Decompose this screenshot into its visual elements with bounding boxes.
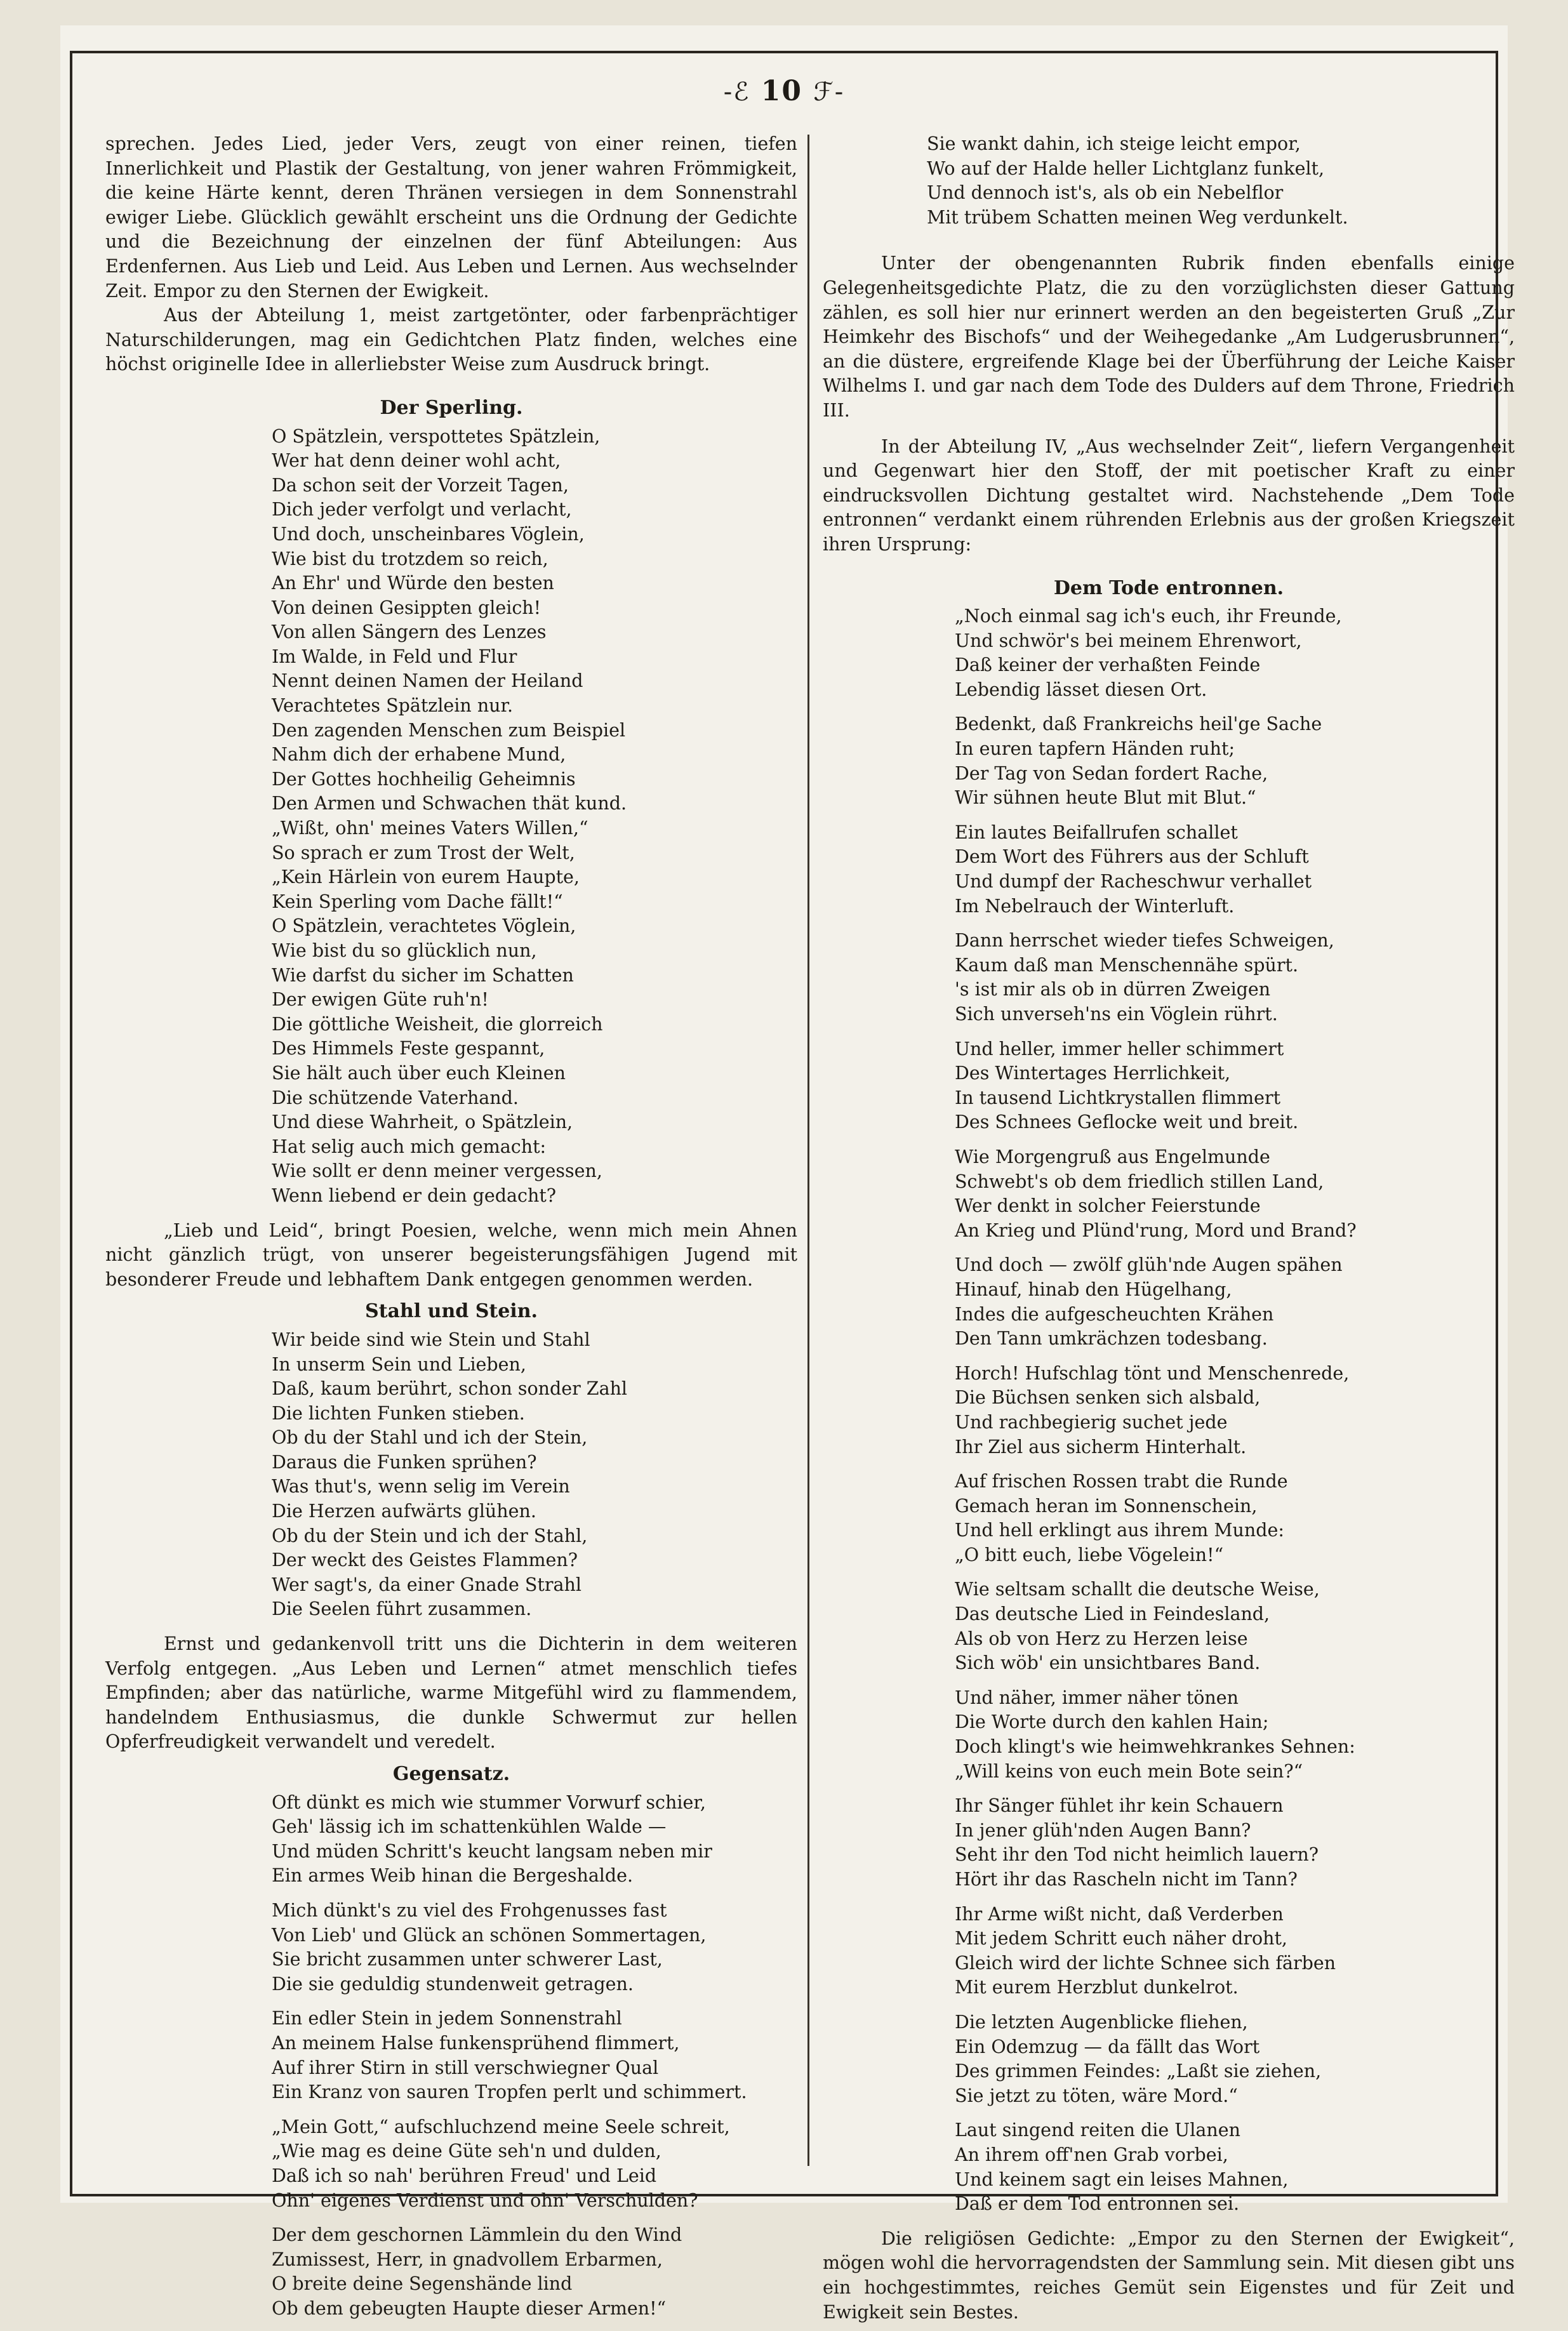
verse-line: Daß, kaum berührt, schon sonder Zahl bbox=[272, 1378, 628, 1400]
stanza bbox=[105, 2223, 797, 2321]
verse-line: Da schon seit der Vorzeit Tagen, bbox=[272, 474, 569, 496]
verse-line: Und schwör's bei meinem Ehrenwort, bbox=[955, 630, 1302, 651]
verse-line: Mit jedem Schritt euch näher droht, bbox=[955, 1928, 1287, 1949]
verse-line: An Krieg und Plünd'rung, Mord und Brand? bbox=[955, 1219, 1357, 1241]
verse-line: Ein armes Weib hinan die Bergeshalde. bbox=[272, 1865, 634, 1887]
paragraph-gelegenheitsgedichte: Unter der obengenannten Rubrik finden ebenfalls einige Gelegenheitsgedichte Platz, die zu den vorzüglichsten dieser Gattung zählen, es soll hier nur erinnert werden an den begeisterten Gruß „Zur Heimkehr des Bischofs“ und der Weihegedanke „Am Ludgerusbrunnen“, an die düstere, ergreifende Klage bei der Überführung der Leiche Kaiser Wilhelms I. und gar nach dem Tode des Dulders auf dem Throne, Friedrich III. bbox=[823, 253, 1515, 421]
verse-line: Dann herrschet wieder tiefes Schweigen, bbox=[955, 930, 1334, 952]
verse-line: Sie jetzt zu töten, wäre Mord.“ bbox=[955, 2085, 1238, 2106]
verse-line: Oft dünkt es mich wie stummer Vorwurf schier, bbox=[272, 1791, 706, 1813]
verse-line: Seht ihr den Tod nicht heimlich lauern? bbox=[955, 1844, 1319, 1866]
verse-line: O Spätzlein, verachtetes Vöglein, bbox=[272, 915, 576, 937]
verse-line: Die schützende Vaterhand. bbox=[272, 1087, 519, 1108]
verse-line: Daraus die Funken sprühen? bbox=[272, 1451, 537, 1473]
verse-line: Von allen Sängern des Lenzes bbox=[272, 621, 547, 643]
stanza bbox=[105, 2007, 797, 2104]
verse-line: Der Gottes hochheilig Geheimnis bbox=[272, 768, 576, 790]
verse-line: Ein edler Stein in jedem Sonnenstrahl bbox=[272, 2008, 622, 2029]
verse-line: Kaum daß man Menschennähe spürt. bbox=[955, 954, 1299, 976]
verse-line: Wer hat denn deiner wohl acht, bbox=[272, 450, 561, 472]
stanza bbox=[823, 712, 1515, 810]
verse-line: Die sie geduldig stundenweit getragen. bbox=[272, 1973, 634, 1995]
verse-line: Nennt deinen Namen der Heiland bbox=[272, 670, 583, 692]
stanza bbox=[823, 1362, 1515, 1459]
verse-line: O breite deine Segenshände lind bbox=[272, 2273, 573, 2295]
stanza bbox=[823, 1686, 1515, 1784]
stanza bbox=[823, 1253, 1515, 1351]
stanza bbox=[823, 1577, 1515, 1675]
verse-line: Und dumpf der Racheschwur verhallet bbox=[955, 871, 1312, 893]
verse-line: Ein Kranz von sauren Tropfen perlt und schimmert. bbox=[272, 2082, 747, 2103]
verse-line: Und dennoch ist's, als ob ein Nebelflor bbox=[927, 182, 1284, 204]
verse-line: Der weckt des Geistes Flammen? bbox=[272, 1550, 578, 1571]
verse-line: Und doch, unscheinbares Vöglein, bbox=[272, 523, 585, 545]
verse-line: Der dem geschornen Lämmlein du den Wind bbox=[272, 2224, 682, 2246]
paragraph-religious-poems: Die religiösen Gedichte: „Empor zu den Sternen der Ewigkeit“, mögen wohl die hervorragendsten der Sammlung sein. Mit diesen gibt uns ein hochgestimmtes, reiches Gemüt sein Eigenstes und für Zeit und Ewigkeit sein Bestes. bbox=[823, 2228, 1515, 2323]
verse-line: Sie hält auch über euch Kleinen bbox=[272, 1062, 566, 1084]
verse-line: In unserm Sein und Lieben, bbox=[272, 1353, 526, 1375]
paragraph-lieb-und-leid: „Lieb und Leid“, bringt Poesien, welche, wenn mich mein Ahnen nicht gänzlich trügt, von unserer begeisterungsfähigen Jugend mit besonderer Freude und lebhaftem Dank entgegen genommen werden. bbox=[105, 1219, 797, 1290]
verse-line: Wir sühnen heute Blut mit Blut.“ bbox=[955, 787, 1256, 809]
verse-line: Von deinen Gesippten gleich! bbox=[272, 597, 541, 618]
verse-line: Ohn' eigenes Verdienst und ohn' Verschulden? bbox=[272, 2189, 698, 2211]
verse-line: „Mein Gott,“ aufschluchzend meine Seele schreit, bbox=[272, 2116, 730, 2137]
poem-sperling bbox=[105, 425, 797, 1209]
paragraph-abteilung-1: Aus der Abteilung 1, meist zartgetönter, oder farbenprächtiger Naturschilderungen, mag ein Gedichtchen Platz finden, welches eine höchst originelle Idee in allerliebster Weise zum Ausdruck bringt. bbox=[105, 305, 797, 375]
verse-line: Indes die aufgescheuchten Krähen bbox=[955, 1303, 1274, 1325]
verse-line: Geh' lässig ich im schattenkühlen Walde — bbox=[272, 1816, 667, 1838]
verse-line: Die lichten Funken stieben. bbox=[272, 1402, 525, 1424]
verse-line: Die Seelen führt zusammen. bbox=[272, 1598, 532, 1620]
verse-line: An ihrem off'nen Grab vorbei, bbox=[955, 2144, 1228, 2165]
verse-line: Verachtetes Spätzlein nur. bbox=[272, 695, 514, 717]
verse-line: Horch! Hufschlag tönt und Menschenrede, bbox=[955, 1362, 1350, 1384]
verse-line: Ob du der Stahl und ich der Stein, bbox=[272, 1427, 588, 1449]
verse-line: In jener glüh'nden Augen Bann? bbox=[955, 1819, 1251, 1841]
verse-line: Im Nebelrauch der Winterluft. bbox=[955, 895, 1235, 917]
verse-line: Und keinem sagt ein leises Mahnen, bbox=[955, 2168, 1289, 2190]
stanza bbox=[823, 1903, 1515, 2000]
poem-title-stahl-und-stein: Stahl und Stein. bbox=[365, 1300, 538, 1323]
verse-line: Mit eurem Herzblut dunkelrot. bbox=[955, 1977, 1239, 1998]
paragraph-abteilung-4: In der Abteilung IV, „Aus wechselnder Zeit“, liefern Vergangenheit und Gegenwart hier den Stoff, der mit poetischer Kraft zu einer eindrucksvollen Dichtung gestaltet wird. Nachstehende „Dem Tode entronnen“ verdankt einem rührenden Erlebnis aus der großen Kriegszeit ihren Ursprung: bbox=[823, 435, 1515, 555]
verse-line: Der Tag von Sedan fordert Rache, bbox=[955, 762, 1268, 784]
verse-line: Wo auf der Halde heller Lichtglanz funkelt, bbox=[927, 157, 1325, 179]
stanza bbox=[823, 821, 1515, 919]
verse-line: Schwebt's ob dem friedlich stillen Land, bbox=[955, 1171, 1324, 1192]
verse-line: Gemach heran im Sonnenschein, bbox=[955, 1495, 1258, 1517]
verse-line: Wie sollt er denn meiner vergessen, bbox=[272, 1160, 602, 1182]
verse-line: Im Walde, in Feld und Flur bbox=[272, 646, 517, 667]
verse-line: Sich wöb' ein unsichtbares Band. bbox=[955, 1652, 1261, 1674]
verse-line: In tausend Lichtkrystallen flimmert bbox=[955, 1087, 1281, 1108]
stanza bbox=[105, 2115, 797, 2213]
verse-line: „Wie mag es deine Güte seh'n und dulden, bbox=[272, 2141, 661, 2162]
verse-line: Wie Morgengruß aus Engelmunde bbox=[955, 1146, 1270, 1167]
verse-line: Und diese Wahrheit, o Spätzlein, bbox=[272, 1112, 573, 1133]
verse-line: Den Armen und Schwachen thät kund. bbox=[272, 793, 627, 814]
verse-line: Wer denkt in solcher Feierstunde bbox=[955, 1195, 1261, 1217]
page-header bbox=[0, 75, 1568, 107]
verse-line: Bedenkt, daß Frankreichs heil'ge Sache bbox=[955, 714, 1322, 735]
verse-line: Sich unverseh'ns ein Vöglein rührt. bbox=[955, 1004, 1278, 1025]
verse-line: Hört ihr das Rascheln nicht im Tann? bbox=[955, 1869, 1298, 1890]
verse-line: Dem Wort des Führers aus der Schluft bbox=[955, 846, 1309, 868]
verse-line: Und näher, immer näher tönen bbox=[955, 1687, 1239, 1708]
poem-title-sperling: Der Sperling. bbox=[380, 396, 523, 419]
verse-line: Die göttliche Weisheit, die glorreich bbox=[272, 1013, 603, 1035]
verse-line: Mich dünkt's zu viel des Frohgenusses fast bbox=[272, 1899, 667, 1921]
verse-line: Wir beide sind wie Stein und Stahl bbox=[272, 1329, 590, 1350]
verse-line: Kein Sperling vom Dache fällt!“ bbox=[272, 891, 563, 912]
paragraph-ernst: Ernst und gedankenvoll tritt uns die Dichterin in dem weiteren Verfolg entgegen. „Aus Leben und Lernen“ atmet menschlich tiefes Empfinden; aber das natürliche, warme Mitgefühl wird zu flammendem, handelndem Enthusiasmus, die dunkle Schwermut zur hellen Opferfreudigkeit verwandelt und veredelt. bbox=[105, 1633, 797, 1753]
verse-line: Von Lieb' und Glück an schönen Sommertagen, bbox=[272, 1924, 707, 1946]
verse-line: Ob du der Stein und ich der Stahl, bbox=[272, 1525, 588, 1546]
verse-line: Und doch — zwölf glüh'nde Augen spähen bbox=[955, 1254, 1343, 1276]
verse-line: Des Wintertages Herrlichkeit, bbox=[955, 1063, 1231, 1084]
verse-line: „O bitt euch, liebe Vögelein!“ bbox=[955, 1544, 1224, 1565]
poem-title-dem-tode-entronnen: Dem Tode entronnen. bbox=[1053, 576, 1284, 599]
verse-line: Ihr Sänger fühlet ihr kein Schauern bbox=[955, 1795, 1284, 1817]
verse-line: Des grimmen Feindes: „Laßt sie ziehen, bbox=[955, 2061, 1322, 2082]
verse-line: Des Himmels Feste gespannt, bbox=[272, 1038, 545, 1059]
column-divider bbox=[807, 135, 809, 2166]
stanza bbox=[823, 2010, 1515, 2108]
right-ornament-icon: ℱ- bbox=[813, 77, 845, 107]
verse-line: Als ob von Herz zu Herzen leise bbox=[955, 1628, 1248, 1649]
verse-line: O Spätzlein, verspottetes Spätzlein, bbox=[272, 425, 601, 447]
poem-dem-tode-entronnen bbox=[823, 604, 1515, 2217]
verse-line: Hinauf, hinab den Hügelhang, bbox=[955, 1278, 1232, 1300]
verse-line: An meinem Halse funkensprühend flimmert, bbox=[272, 2032, 680, 2054]
verse-line: Wie seltsam schallt die deutsche Weise, bbox=[955, 1579, 1320, 1600]
verse-line: So sprach er zum Trost der Welt, bbox=[272, 842, 575, 863]
verse-line: „Noch einmal sag ich's euch, ihr Freunde, bbox=[955, 606, 1342, 627]
stanza bbox=[105, 1791, 797, 1889]
verse-line: Doch klingt's wie heimwehkrankes Sehnen: bbox=[955, 1736, 1355, 1758]
verse-line: Wenn liebend er dein gedacht? bbox=[272, 1185, 557, 1206]
verse-line: Dich jeder verfolgt und verlacht, bbox=[272, 499, 572, 521]
verse-line: „Wißt, ohn' meines Vaters Willen,“ bbox=[272, 818, 588, 839]
verse-line: Und hell erklingt aus ihrem Munde: bbox=[955, 1520, 1284, 1541]
verse-line: Zumissest, Herr, in gnadvollem Erbarmen, bbox=[272, 2248, 663, 2270]
poem-stahl-und-stein bbox=[105, 1328, 797, 1622]
verse-line: Und müden Schritt's keucht langsam neben mir bbox=[272, 1840, 712, 1862]
verse-line: Die Herzen aufwärts glühen. bbox=[272, 1501, 536, 1522]
verse-line: Ein lautes Beifallrufen schallet bbox=[955, 821, 1238, 843]
verse-line: Den zagenden Menschen zum Beispiel bbox=[272, 719, 626, 741]
verse-line: Nahm dich der erhabene Mund, bbox=[272, 744, 566, 766]
verse-line: Daß er dem Tod entronnen sei. bbox=[955, 2193, 1240, 2215]
left-column bbox=[105, 132, 797, 2331]
verse-line: Die Worte durch den kahlen Hain; bbox=[955, 1711, 1269, 1733]
verse-line: Ob dem gebeugten Haupte dieser Armen!“ bbox=[272, 2297, 667, 2319]
poem-gegensatz bbox=[105, 1791, 797, 2321]
verse-line: Was thut's, wenn selig im Verein bbox=[272, 1476, 570, 1498]
poem-title-gegensatz: Gegensatz. bbox=[392, 1763, 510, 1785]
page-number: 10 bbox=[761, 75, 802, 107]
stanza bbox=[823, 1470, 1515, 1567]
verse-line: Daß ich so nah' berühren Freud' und Leid bbox=[272, 2165, 657, 2186]
verse-line: Gleich wird der lichte Schnee sich färben bbox=[955, 1952, 1336, 1974]
verse-line: Die Büchsen senken sich alsbald, bbox=[955, 1387, 1261, 1409]
verse-line: Und rachbegierig suchet jede bbox=[955, 1411, 1228, 1433]
verse-line: Mit trübem Schatten meinen Weg verdunkelt. bbox=[927, 206, 1348, 228]
verse-line: In euren tapfern Händen ruht; bbox=[955, 738, 1235, 760]
verse-line: Der ewigen Güte ruh'n! bbox=[272, 989, 489, 1011]
verse-line: Das deutsche Lied in Feindesland, bbox=[955, 1604, 1270, 1625]
stanza bbox=[823, 604, 1515, 702]
stanza bbox=[823, 1794, 1515, 1892]
left-ornament-icon: -ℰ bbox=[723, 77, 750, 107]
verse-line: Auf ihrer Stirn in still verschwiegner Qual bbox=[272, 2057, 659, 2078]
verse-line: Ihr Ziel aus sicherm Hinterhalt. bbox=[955, 1436, 1247, 1458]
verse-line: Wie bist du trotzdem so reich, bbox=[272, 548, 548, 569]
stanza bbox=[823, 1145, 1515, 1243]
verse-line: 's ist mir als ob in dürren Zweigen bbox=[955, 979, 1271, 1000]
verse-line: Den Tann umkrächzen todesbang. bbox=[955, 1328, 1268, 1350]
verse-line: Ihr Arme wißt nicht, daß Verderben bbox=[955, 1903, 1284, 1925]
poem-gegensatz-end bbox=[823, 132, 1515, 230]
verse-line: Hat selig auch mich gemacht: bbox=[272, 1136, 547, 1157]
verse-line: Sie wankt dahin, ich steige leicht empor, bbox=[927, 133, 1301, 154]
stanza bbox=[823, 1037, 1515, 1135]
verse-line: Laut singend reiten die Ulanen bbox=[955, 2120, 1240, 2141]
verse-line: Wie darfst du sicher im Schatten bbox=[272, 964, 574, 986]
verse-line: Auf frischen Rossen trabt die Runde bbox=[955, 1471, 1288, 1492]
verse-line: Sie bricht zusammen unter schwerer Last, bbox=[272, 1949, 663, 1970]
stanza bbox=[823, 2118, 1515, 2216]
intro-paragraph: sprechen. Jedes Lied, jeder Vers, zeugt von einer reinen, tiefen Innerlichkeit und Plastik der Gestaltung, von jener wahren Frömmigkeit, die keine Härte kennt, deren Thränen versiegen in dem Sonnenstrahl ewiger Liebe. Glücklich gewählt erscheint uns die Ordnung der Gedichte und die Bezeichnung der einzelnen der fünf Abteilungen: Aus Erdenfernen. Aus Lieb und Leid. Aus Leben und Lernen. Aus wechselnder Zeit. Empor zu den Sternen der Ewigkeit. bbox=[105, 133, 797, 302]
verse-line: Wer sagt's, da einer Gnade Strahl bbox=[272, 1574, 581, 1595]
stanza bbox=[105, 1899, 797, 1996]
verse-line: Ein Odemzug — da fällt das Wort bbox=[955, 2036, 1260, 2057]
right-column bbox=[823, 132, 1515, 2325]
verse-line: „Kein Härlein von eurem Haupte, bbox=[272, 867, 580, 888]
verse-line: Wie bist du so glücklich nun, bbox=[272, 940, 537, 961]
verse-line: Daß keiner der verhaßten Feinde bbox=[955, 654, 1261, 676]
verse-line: Und heller, immer heller schimmert bbox=[955, 1038, 1284, 1059]
verse-line: Des Schnees Geflocke weit und breit. bbox=[955, 1112, 1299, 1133]
verse-line: „Will keins von euch mein Bote sein?“ bbox=[955, 1760, 1303, 1782]
verse-line: Lebendig lässet diesen Ort. bbox=[955, 679, 1207, 700]
verse-line: Die letzten Augenblicke fliehen, bbox=[955, 2011, 1248, 2033]
stanza bbox=[823, 929, 1515, 1026]
verse-line: An Ehr' und Würde den besten bbox=[272, 573, 554, 594]
